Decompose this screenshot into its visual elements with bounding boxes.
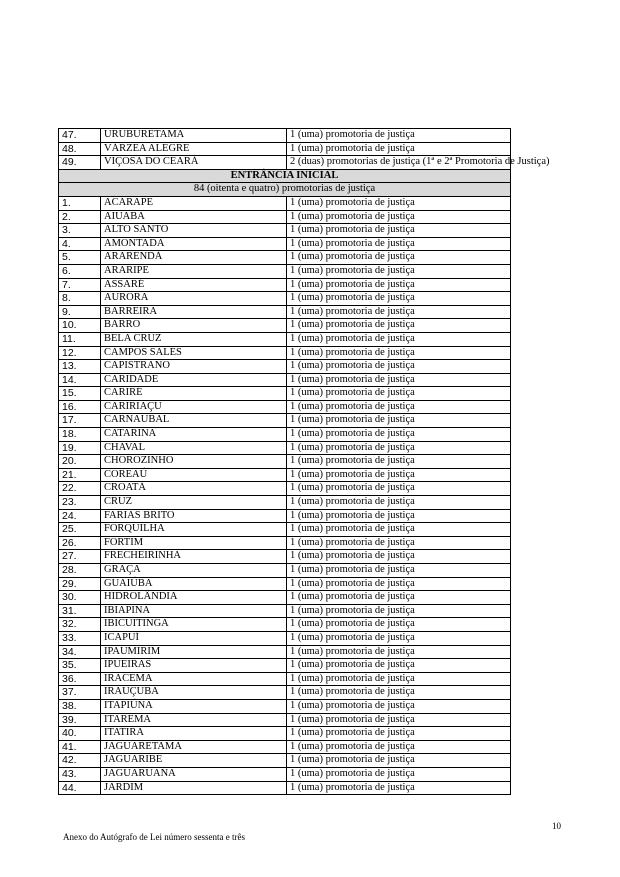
comarca-name: CATARINA (101, 428, 287, 442)
comarca-name: IRACEMA (101, 672, 287, 686)
row-number: 7. (59, 278, 101, 292)
comarca-name: VÁRZEA ALEGRE (101, 142, 287, 156)
row-number: 1. (59, 196, 101, 210)
promotoria-count: 1 (uma) promotoria de justiça (287, 346, 511, 360)
comarca-name: IPAUMIRIM (101, 645, 287, 659)
promotoria-count: 1 (uma) promotoria de justiça (287, 496, 511, 510)
row-number: 18. (59, 428, 101, 442)
comarca-name: ARARIPE (101, 264, 287, 278)
comarca-name: GUAIÚBA (101, 577, 287, 591)
promotoria-count: 1 (uma) promotoria de justiça (287, 237, 511, 251)
table-row (59, 360, 511, 374)
comarca-name: IPUEIRAS (101, 659, 287, 673)
promotoria-count: 1 (uma) promotoria de justiça (287, 591, 511, 605)
row-number: 3. (59, 224, 101, 238)
row-number: 26. (59, 536, 101, 550)
comarca-name: ACARAPE (101, 196, 287, 210)
row-number: 23. (59, 496, 101, 510)
row-number: 35. (59, 659, 101, 673)
promotoria-count: 1 (uma) promotoria de justiça (287, 564, 511, 578)
promotoria-count: 1 (uma) promotoria de justiça (287, 781, 511, 795)
promotoria-count: 1 (uma) promotoria de justiça (287, 550, 511, 564)
table-row (59, 332, 511, 346)
table-row (59, 591, 511, 605)
row-number: 11. (59, 332, 101, 346)
table-row (59, 455, 511, 469)
row-number: 5. (59, 251, 101, 265)
promotoria-count: 1 (uma) promotoria de justiça (287, 699, 511, 713)
comarca-name: CHAVAL (101, 441, 287, 455)
table-row (59, 727, 511, 741)
table-row (59, 781, 511, 795)
section-header-row (59, 169, 511, 183)
row-number: 31. (59, 604, 101, 618)
table-row (59, 659, 511, 673)
table-row (59, 767, 511, 781)
row-number: 20. (59, 455, 101, 469)
promotoria-count: 1 (uma) promotoria de justiça (287, 713, 511, 727)
comarca-name: CARIDADE (101, 373, 287, 387)
promotoria-count: 2 (duas) promotorias de justiça (1ª e 2ª Promotoria de Justiça) (287, 156, 511, 170)
promotoria-count: 1 (uma) promotoria de justiça (287, 305, 511, 319)
comarca-name: FRECHEIRINHA (101, 550, 287, 564)
promotoria-count: 1 (uma) promotoria de justiça (287, 672, 511, 686)
comarca-name: JAGUARETAMA (101, 740, 287, 754)
table-row (59, 373, 511, 387)
table-row (59, 604, 511, 618)
table-row (59, 713, 511, 727)
row-number: 13. (59, 360, 101, 374)
row-number: 2. (59, 210, 101, 224)
comarca-name: HIDROLÂNDIA (101, 591, 287, 605)
promotoria-count: 1 (uma) promotoria de justiça (287, 645, 511, 659)
table-row (59, 224, 511, 238)
comarca-name: ALTO SANTO (101, 224, 287, 238)
promotoria-count: 1 (uma) promotoria de justiça (287, 536, 511, 550)
row-number: 8. (59, 292, 101, 306)
promotoria-count: 1 (uma) promotoria de justiça (287, 468, 511, 482)
table-row (59, 564, 511, 578)
promotoria-count: 1 (uma) promotoria de justiça (287, 523, 511, 537)
row-number: 16. (59, 400, 101, 414)
row-number: 49. (59, 156, 101, 170)
table-row (59, 699, 511, 713)
promotoria-count: 1 (uma) promotoria de justiça (287, 400, 511, 414)
promotoria-count: 1 (uma) promotoria de justiça (287, 618, 511, 632)
row-number: 40. (59, 727, 101, 741)
row-number: 19. (59, 441, 101, 455)
table-row (59, 319, 511, 333)
promotoria-count: 1 (uma) promotoria de justiça (287, 740, 511, 754)
table-row (59, 129, 511, 143)
table-row (59, 550, 511, 564)
promotorias-table (58, 128, 550, 795)
promotoria-count: 1 (uma) promotoria de justiça (287, 142, 511, 156)
comarca-name: CARIRIAÇU (101, 400, 287, 414)
table-row (59, 305, 511, 319)
promotoria-count: 1 (uma) promotoria de justiça (287, 332, 511, 346)
comarca-name: BARREIRA (101, 305, 287, 319)
table-row (59, 577, 511, 591)
comarca-name: URUBURETAMA (101, 129, 287, 143)
comarca-name: IBICUITINGA (101, 618, 287, 632)
table-row (59, 523, 511, 537)
promotoria-count: 1 (uma) promotoria de justiça (287, 455, 511, 469)
row-number: 42. (59, 754, 101, 768)
row-number: 21. (59, 468, 101, 482)
comarca-name: AIUABA (101, 210, 287, 224)
comarca-name: JAGUARIBE (101, 754, 287, 768)
page-number: 10 (552, 821, 561, 831)
promotoria-count: 1 (uma) promotoria de justiça (287, 129, 511, 143)
promotoria-count: 1 (uma) promotoria de justiça (287, 224, 511, 238)
table-row (59, 509, 511, 523)
comarca-name: CRUZ (101, 496, 287, 510)
table-row (59, 536, 511, 550)
table-row (59, 210, 511, 224)
section-subheader-row (59, 183, 511, 197)
comarca-name: CARIRÉ (101, 387, 287, 401)
row-number: 32. (59, 618, 101, 632)
table-row (59, 400, 511, 414)
comarca-name: ARARENDÁ (101, 251, 287, 265)
comarca-name: BELA CRUZ (101, 332, 287, 346)
table-row (59, 645, 511, 659)
row-number: 39. (59, 713, 101, 727)
comarca-name: ITAPIÚNA (101, 699, 287, 713)
table-row (59, 278, 511, 292)
table-row (59, 251, 511, 265)
table-row (59, 672, 511, 686)
comarca-name: ASSARÉ (101, 278, 287, 292)
row-number: 41. (59, 740, 101, 754)
row-number: 43. (59, 767, 101, 781)
comarca-name: GRAÇA (101, 564, 287, 578)
table-row (59, 631, 511, 645)
comarca-name: IRAUÇUBA (101, 686, 287, 700)
row-number: 25. (59, 523, 101, 537)
comarca-name: ITAREMA (101, 713, 287, 727)
promotoria-count: 1 (uma) promotoria de justiça (287, 509, 511, 523)
table-row (59, 156, 511, 170)
table-row (59, 292, 511, 306)
table-row (59, 441, 511, 455)
table-row (59, 496, 511, 510)
promotoria-count: 1 (uma) promotoria de justiça (287, 387, 511, 401)
promotoria-count: 1 (uma) promotoria de justiça (287, 264, 511, 278)
row-number: 22. (59, 482, 101, 496)
promotoria-count: 1 (uma) promotoria de justiça (287, 428, 511, 442)
table-row (59, 196, 511, 210)
promotoria-count: 1 (uma) promotoria de justiça (287, 754, 511, 768)
row-number: 44. (59, 781, 101, 795)
comarca-name: BARRO (101, 319, 287, 333)
promotoria-count: 1 (uma) promotoria de justiça (287, 767, 511, 781)
comarca-name: AMONTADA (101, 237, 287, 251)
promotoria-count: 1 (uma) promotoria de justiça (287, 577, 511, 591)
comarca-name: ITATIRA (101, 727, 287, 741)
table-row (59, 142, 511, 156)
table-row (59, 618, 511, 632)
table-row (59, 346, 511, 360)
row-number: 28. (59, 564, 101, 578)
comarca-name: IBIAPINA (101, 604, 287, 618)
comarca-name: FORQUILHA (101, 523, 287, 537)
promotoria-count: 1 (uma) promotoria de justiça (287, 631, 511, 645)
promotoria-count: 1 (uma) promotoria de justiça (287, 482, 511, 496)
row-number: 24. (59, 509, 101, 523)
promotoria-count: 1 (uma) promotoria de justiça (287, 292, 511, 306)
comarca-name: CARNAUBAL (101, 414, 287, 428)
table-row (59, 414, 511, 428)
promotoria-count: 1 (uma) promotoria de justiça (287, 373, 511, 387)
row-number: 34. (59, 645, 101, 659)
row-number: 9. (59, 305, 101, 319)
footer-note: Anexo do Autógrafo de Lei número sessenta e três (63, 832, 245, 842)
row-number: 4. (59, 237, 101, 251)
promotoria-count: 1 (uma) promotoria de justiça (287, 210, 511, 224)
comarca-name: FARIAS BRITO (101, 509, 287, 523)
comarca-name: CHOROZINHO (101, 455, 287, 469)
row-number: 27. (59, 550, 101, 564)
promotoria-count: 1 (uma) promotoria de justiça (287, 441, 511, 455)
table-row (59, 482, 511, 496)
row-number: 36. (59, 672, 101, 686)
table-row (59, 264, 511, 278)
section-title: ENTRÂNCIA INICIAL (59, 169, 511, 183)
table-row (59, 740, 511, 754)
table-row (59, 237, 511, 251)
row-number: 17. (59, 414, 101, 428)
promotoria-count: 1 (uma) promotoria de justiça (287, 604, 511, 618)
row-number: 33. (59, 631, 101, 645)
comarca-name: JARDIM (101, 781, 287, 795)
row-number: 6. (59, 264, 101, 278)
row-number: 15. (59, 387, 101, 401)
comarca-name: JAGUARUANA (101, 767, 287, 781)
promotoria-count: 1 (uma) promotoria de justiça (287, 727, 511, 741)
comarca-name: COREAÚ (101, 468, 287, 482)
row-number: 38. (59, 699, 101, 713)
row-number: 29. (59, 577, 101, 591)
comarca-name: AURORA (101, 292, 287, 306)
section-subtitle: 84 (oitenta e quatro) promotorias de justiça (59, 183, 511, 197)
promotoria-count: 1 (uma) promotoria de justiça (287, 278, 511, 292)
row-number: 14. (59, 373, 101, 387)
row-number: 10. (59, 319, 101, 333)
row-number: 48. (59, 142, 101, 156)
comarca-name: CAMPOS SALES (101, 346, 287, 360)
promotoria-count: 1 (uma) promotoria de justiça (287, 196, 511, 210)
table-row (59, 387, 511, 401)
promotoria-count: 1 (uma) promotoria de justiça (287, 319, 511, 333)
promotoria-count: 1 (uma) promotoria de justiça (287, 659, 511, 673)
row-number: 47. (59, 129, 101, 143)
table-row (59, 428, 511, 442)
comarca-name: FORTIM (101, 536, 287, 550)
table-body (59, 129, 550, 795)
comarca-name: CAPISTRANO (101, 360, 287, 374)
promotoria-count: 1 (uma) promotoria de justiça (287, 414, 511, 428)
table-row (59, 686, 511, 700)
promotoria-count: 1 (uma) promotoria de justiça (287, 686, 511, 700)
table-row (59, 754, 511, 768)
promotoria-count: 1 (uma) promotoria de justiça (287, 251, 511, 265)
row-number: 37. (59, 686, 101, 700)
promotoria-count: 1 (uma) promotoria de justiça (287, 360, 511, 374)
comarca-name: ICAPUÍ (101, 631, 287, 645)
comarca-name: CROATÁ (101, 482, 287, 496)
comarca-name: VIÇOSA DO CEARÁ (101, 156, 287, 170)
row-number: 12. (59, 346, 101, 360)
table-row (59, 468, 511, 482)
row-number: 30. (59, 591, 101, 605)
